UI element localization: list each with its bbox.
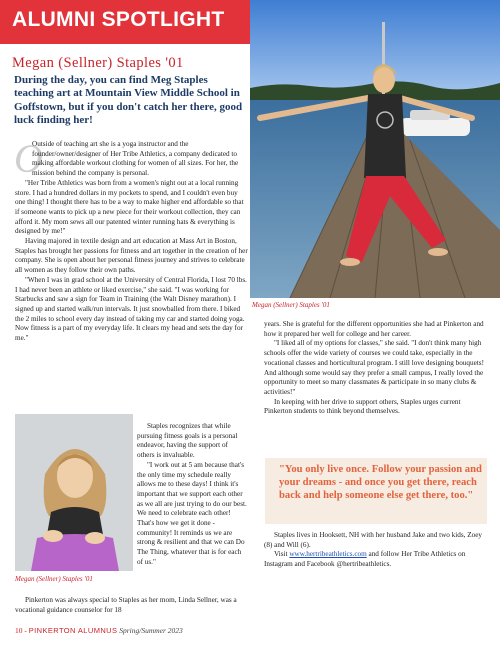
section-title: ALUMNI SPOTLIGHT bbox=[12, 8, 225, 31]
paragraph: Staples lives in Hooksett, NH with her husband Jake and two kids, Zoey (8) and Will (6). bbox=[264, 531, 483, 549]
portrait-photo-caption: Megan (Sellner) Staples '01 bbox=[15, 575, 93, 583]
pull-quote: "You only live once. Follow your passion and your dreams - and once you get there, reach back and help someone else get there, too." bbox=[279, 464, 482, 501]
paragraph: "I liked all of my options for classes," she said. "I don't think many high schools offer the wide variety of courses we could take, especially in the vocational classes and horticultural program. I still love designing bouquets! And although some would say they prefer a small campus, I really loved the opportunity to meet so many classmates & participate in so many clubs & activities!" bbox=[264, 339, 484, 396]
visit-prefix: Visit bbox=[274, 550, 290, 559]
drop-cap: O bbox=[14, 136, 43, 181]
article-headline: Megan (Sellner) Staples '01 bbox=[12, 55, 184, 71]
paragraph: "When I was in grad school at the University of Central Florida, I lost 70 lbs. I had never been an athlete or liked exercise," she said. "I was working for Starbucks and saw a sign for Team in Training (the Walt Disney marathon). I signed up and started walk/run intervals. It just snowballed from there. I biked the 2 miles to school every day instead of taking my car and started doing yoga. Now fitness is a part of my everyday life. It clears my head and sets the day for me." bbox=[15, 275, 247, 343]
paragraph: Outside of teaching art she is a yoga instructor and the founder/owner/designer of Her Tribe Athletics, a company dedicated to making affordable workout clothing for women of all sizes. For her, the mission behind the company is personal. bbox=[32, 140, 239, 178]
page-number: 10 - bbox=[15, 626, 27, 635]
body-column-narrow bbox=[137, 422, 247, 568]
paragraph: Pinkerton was always special to Staples as her mom, Linda Sellner, was a vocational guidance counselor for 18 bbox=[15, 596, 237, 614]
paragraph: "I work out at 5 am because that's the only time my schedule really allows me to these days! I think it's important that we support each other as we all are just trying to do our best. We need to celebrate each other! That's how we get it done - community! It reminds us we are strong & resilient and that we can Do The Thing, whatever that is for each of us." bbox=[137, 460, 247, 566]
main-photo-caption: Megan (Sellner) Staples '01 bbox=[252, 301, 330, 309]
main-photo bbox=[250, 0, 500, 298]
section-banner bbox=[0, 0, 250, 44]
paragraph: years. She is grateful for the different opportunities she had at Pinkerton and how it prepared her well for college and her career. bbox=[264, 320, 484, 338]
paragraph: Having majored in textile design and art education at Mass Art in Boston, Staples has brought her passions for fitness and art together in the creation of her company. She is open about her personal fitness journey and strives to celebrate all women as they follow their own paths. bbox=[15, 237, 248, 275]
portrait-photo bbox=[15, 414, 133, 571]
visit-suffix: and follow Her Tribe Athletics on Instagram and Facebook @hertribeathletics. bbox=[264, 550, 466, 569]
body-column-left-bottom bbox=[15, 596, 248, 615]
page-footer bbox=[15, 626, 183, 635]
visit-paragraph bbox=[264, 550, 488, 569]
website-link[interactable]: www.hertribeathletics.com bbox=[289, 550, 367, 559]
yoga-dock-photo-illustration bbox=[250, 0, 500, 298]
body-column-left-top bbox=[14, 136, 248, 344]
paragraph: In keeping with her drive to support others, Staples urges current Pinkerton students to think beyond themselves. bbox=[264, 397, 461, 416]
paragraph: "Her Tribe Athletics was born from a women's night out at a local running store. I had a hundred dollars in my pockets to spend, and I couldn't even buy one thing! I thought there has to be a way to make higher end affordable so that if someone wants to pick up a new piece for their workout collection, they can afford it. My mom sews all our patented winter running hats & everything is designed by me!" bbox=[15, 178, 244, 236]
portrait-illustration bbox=[15, 414, 133, 571]
body-column-right-top bbox=[264, 320, 488, 417]
publication-name: PINKERTON ALUMNUS bbox=[28, 626, 118, 635]
body-column-right-bottom bbox=[264, 531, 488, 570]
issue-season: Spring/Summer 2023 bbox=[119, 626, 183, 635]
article-lede: During the day, you can find Meg Staples teaching art at Mountain View Middle School in Goffstown, but if you don't catch her there, good luck finding her! bbox=[14, 74, 243, 126]
paragraph: Staples recognizes that while pursuing fitness goals is a personal endeavor, having the support of others is invaluable. bbox=[137, 422, 238, 460]
